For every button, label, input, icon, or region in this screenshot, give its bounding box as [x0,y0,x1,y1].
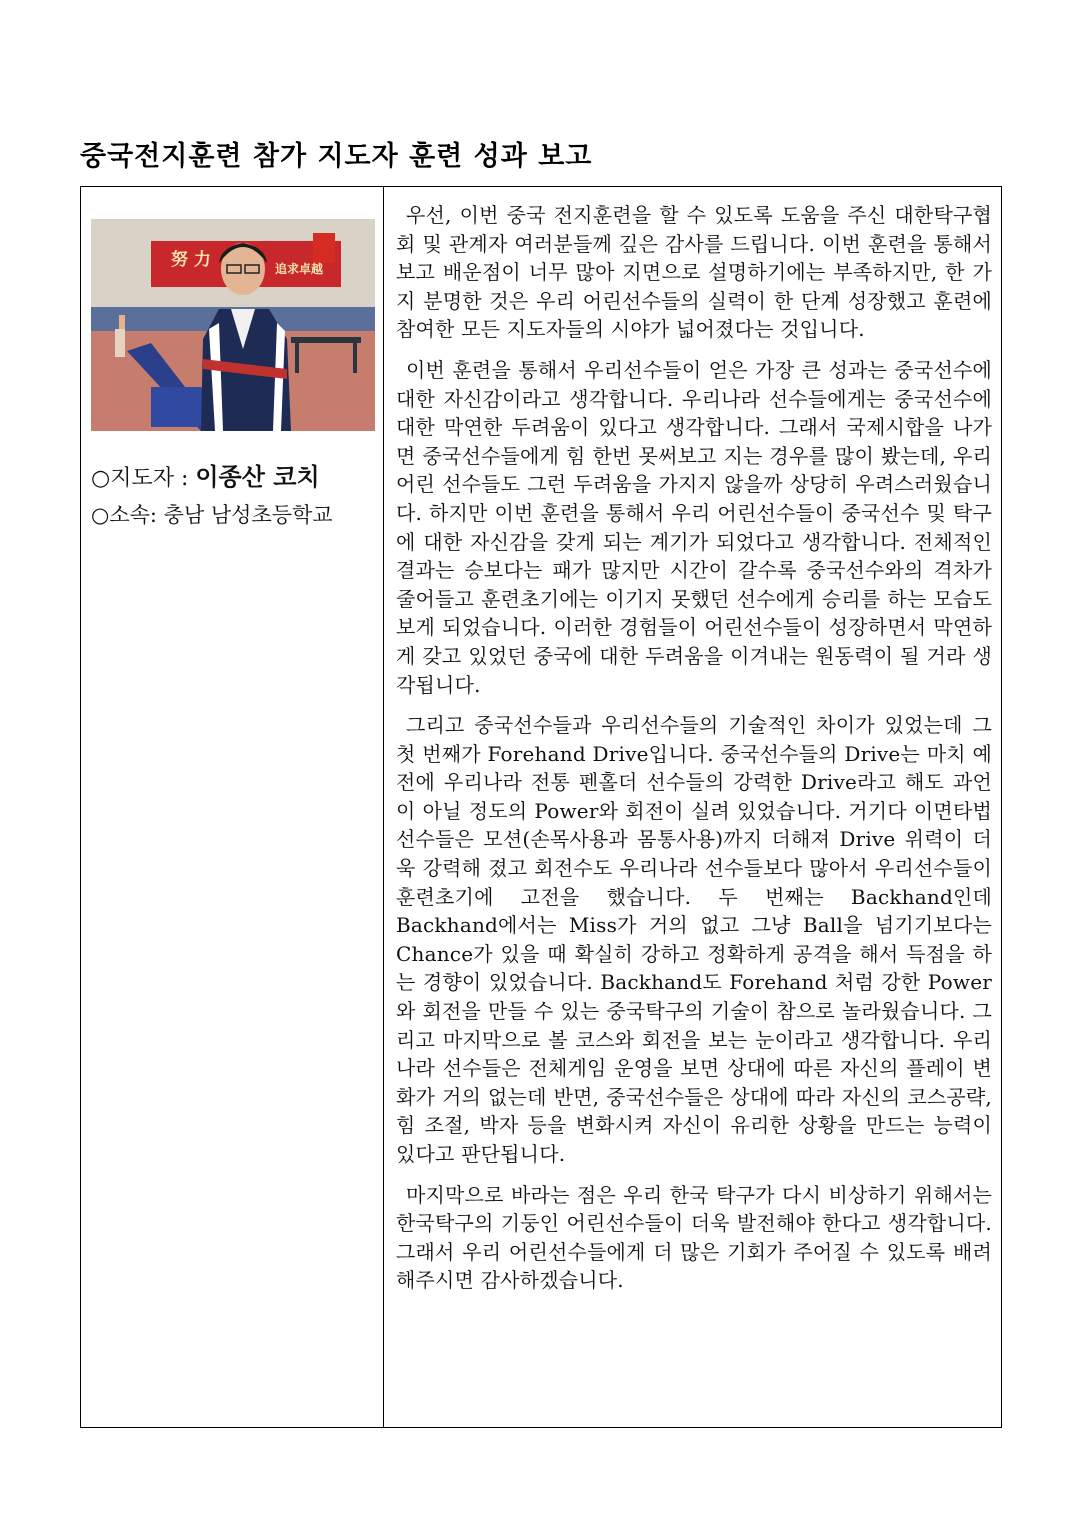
paragraph-2: 이번 훈련을 통해서 우리선수들이 얻은 가장 큰 성과는 중국선수에 대한 자신감이라고 생각합니다. 우리나라 선수들에게는 중국선수에 대한 막연한 두려움이 있다고 생각합니다. 그래서 국제시합을 나가면 중국선수들에게 힘 한번 못써보고 지는 경우를 많이 봤는데, 우리 어린 선수들도 그런 두려움을 가지지 않을까 상당히 우려스러웠습니다. 하지만 이번 훈련을 통해서 우리 어린선수들이 중국선수 및 탁구에 대한 자신감을 갖게 되는 계기가 되었다고 생각합니다. 전체적인 결과는 승보다는 패가 많지만 시간이 갈수록 중국선수와의 격차가 줄어들고 훈련초기에는 이기지 못했던 선수에게 승리를 하는 모습도 보게 되었습니다. 이러한 경험들이 어린선수들이 성장하면서 막연하게 갖고 있었던 중국에 대한 두려움을 이겨내는 원동력이 될 거라 생각됩니다. [396,357,992,697]
report-body [384,187,1001,1427]
coach-label: ○지도자 : [91,466,196,491]
affiliation: ○소속: 충남 남성초등학교 [91,503,333,527]
report-table [80,186,1002,1428]
coach-name: 이종산 코치 [195,463,320,491]
profile-cell [81,187,384,1427]
paragraph-3: 그리고 중국선수들과 우리선수들의 기술적인 차이가 있었는데 그 첫 번째가 Forehand Drive입니다. 중국선수들의 Drive는 마치 예전에 우리나라 전통 펜홀더 선수들의 강력한 Drive라고 해도 과언이 아닐 정도의 Power와 회전이 실려 있었습니다. 거기다 이면타법 선수들은 모션(손목사용과 몸통사용)까지 더해져 Drive 위력이 더욱 강력해 졌고 회전수도 우리나라 선수들보다 많아서 우리선수들이 훈련초기에 고전을 했습니다. 두 번째는 Backhand인데 Backhand에서는 Miss가 거의 없고 그냥 Ball을 넘기기보다는 Chance가 있을 때 확실히 강하고 정확하게 공격을 해서 득점을 하는 경향이 있었습니다. Backhand도 Forehand 처럼 강한 Power와 회전을 만들 수 있는 중국탁구의 기술이 참으로 놀라웠습니다. 그리고 마지막으로 볼 코스와 회전을 보는 눈이라고 생각합니다. 우리나라 선수들은 전체게임 운영을 보면 상대에 따른 자신의 플레이 변화가 거의 없는데 반면, 중국선수들은 상대에 따라 자신의 코스공략, 힘 조절, 박자 등을 변화시켜 자신이 유리한 상황을 만드는 능력이 있다고 판단됩니다. [396,713,992,1166]
paragraph-1: 우선, 이번 중국 전지훈련을 할 수 있도록 도움을 주신 대한탁구협회 및 관계자 여러분들께 깊은 감사를 드립니다. 이번 훈련을 통해서 보고 배운점이 너무 많아 지면으로 설명하기에는 부족하지만, 한 가지 분명한 것은 우리 어린선수들의 실력이 한 단계 성장했고 훈련에 참여한 모든 지도자들의 시야가 넓어졌다는 것입니다. [396,203,992,342]
page-title: 중국전지훈련 참가 지도자 훈련 성과 보고 [80,141,593,172]
banner-right-text: 追求卓越 [275,262,324,276]
coach-photo [91,219,375,431]
coach-line [91,459,383,497]
banner-left-text: 努 力 [171,250,211,270]
paragraph-4: 마지막으로 바라는 점은 우리 한국 탁구가 다시 비상하기 위해서는 한국탁구의 기둥인 어린선수들이 더욱 발전해야 한다고 생각합니다. 그래서 우리 어린선수들에게 더 많은 기회가 주어질 수 있도록 배려해주시면 감사하겠습니다. [396,1182,992,1293]
coach-info [91,459,383,533]
